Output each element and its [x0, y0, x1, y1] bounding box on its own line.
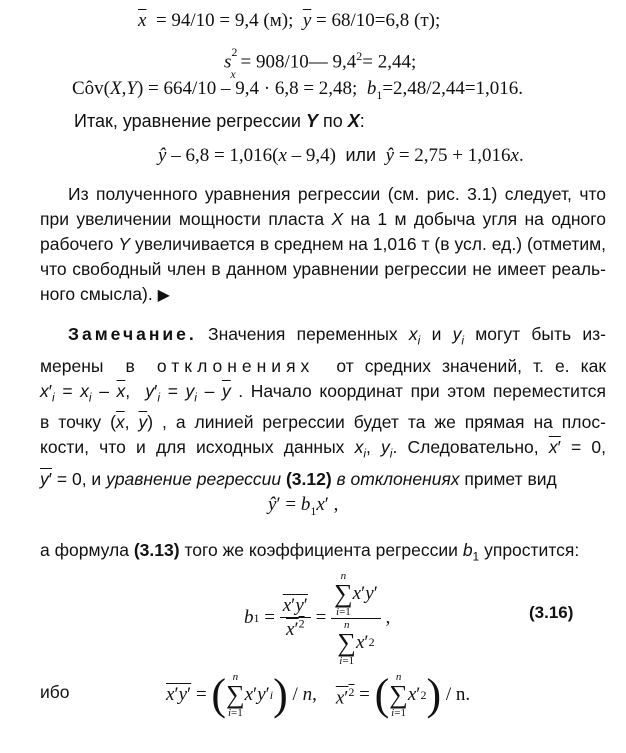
regression-intro: Итак, уравнение регрессии Y по X: — [74, 111, 365, 131]
formula-intro: а формула (3.13) того же коэффициента регрессии $b_1$ упростится: — [40, 540, 580, 564]
paragraph-line: рабочего Y увеличивается в среднем на 1,016 т (в усл. ед.) (отметим, — [40, 234, 607, 254]
sum-ratio-fraction: n ∑ i=1 x ′ y ′ n ∑ i=1 x ′ 2 — [331, 570, 381, 667]
regression-equation: ŷ – 6,8 = 1,016(x – 9,4) или ŷ = 2,75 + 1,016x. — [158, 145, 524, 166]
covariance-line: Côv(X,Y) = 664/10 – 9,4 · 6,8 = 2,48; $b_1=2,48/2,44=1,016$. — [72, 78, 524, 102]
end-of-example-triangle-icon: ▶ — [157, 287, 170, 304]
deviation-equation: ŷ′ = $b_1x'$ , — [268, 494, 339, 518]
covariance-over-variance-fraction: $\frac{x'y'}{x'^2}$ — [280, 595, 311, 641]
mean-definitions: x′y′ = ( n ∑ i=1 x ′ y ′ i ) / n , $x'^2$ = ( n ∑ i=1 x ′ 2 ) / n. — [166, 670, 471, 719]
paragraph-line: Из полученного уравнения регрессии (см. рис. 3.1) следует, что — [68, 184, 606, 204]
remark-title: Замечание. — [68, 324, 197, 344]
paragraph-line: что свободный член в данном уравнении регрессии не имеет реаль- — [40, 259, 606, 279]
conclusion-paragraph — [40, 182, 606, 308]
paragraph-line: при увеличении мощности пласта X на 1 м добыча угля на одного — [40, 209, 606, 229]
mean-values-line: $\overline{x} = 94/10 = 9,4$ (м); $\overline{y} = 68/10=6,8$ (т); — [138, 10, 441, 31]
ibo-label: ибо — [40, 682, 70, 702]
formula-3-16: b 1 = $\frac{x'y'}{x'^2}$ = n ∑ i=1 x ′ y ′ n ∑ i=1 x ′ 2 , — [244, 569, 391, 667]
remark-paragraph: Замечание. Значения переменных $x_i$ и $y_i$ могут быть из- мерены в отклонениях от средних значений, т. е. как $x'_i = x_i - \overline{x}$, $y'_i = y_i - \overline{y}$ . Начало координат при этом переместится в точку ($\overline{x}$, $\overline{y}$) , а линией регрессии будет та же прямая на плос- кости, что и для исходных данных $x_i$, $y_i$. Следовательно, x′ = 0, y′ = 0, и уравнение регрессии (3.12) в отклонениях примет вид — [40, 324, 606, 489]
variance-line: $s^2_x$ = 908/10— $9,4^2= 2,44$; — [224, 45, 417, 82]
equation-number: (3.16) — [529, 603, 574, 622]
paragraph-line: ного смысла). ▶ — [40, 284, 170, 304]
